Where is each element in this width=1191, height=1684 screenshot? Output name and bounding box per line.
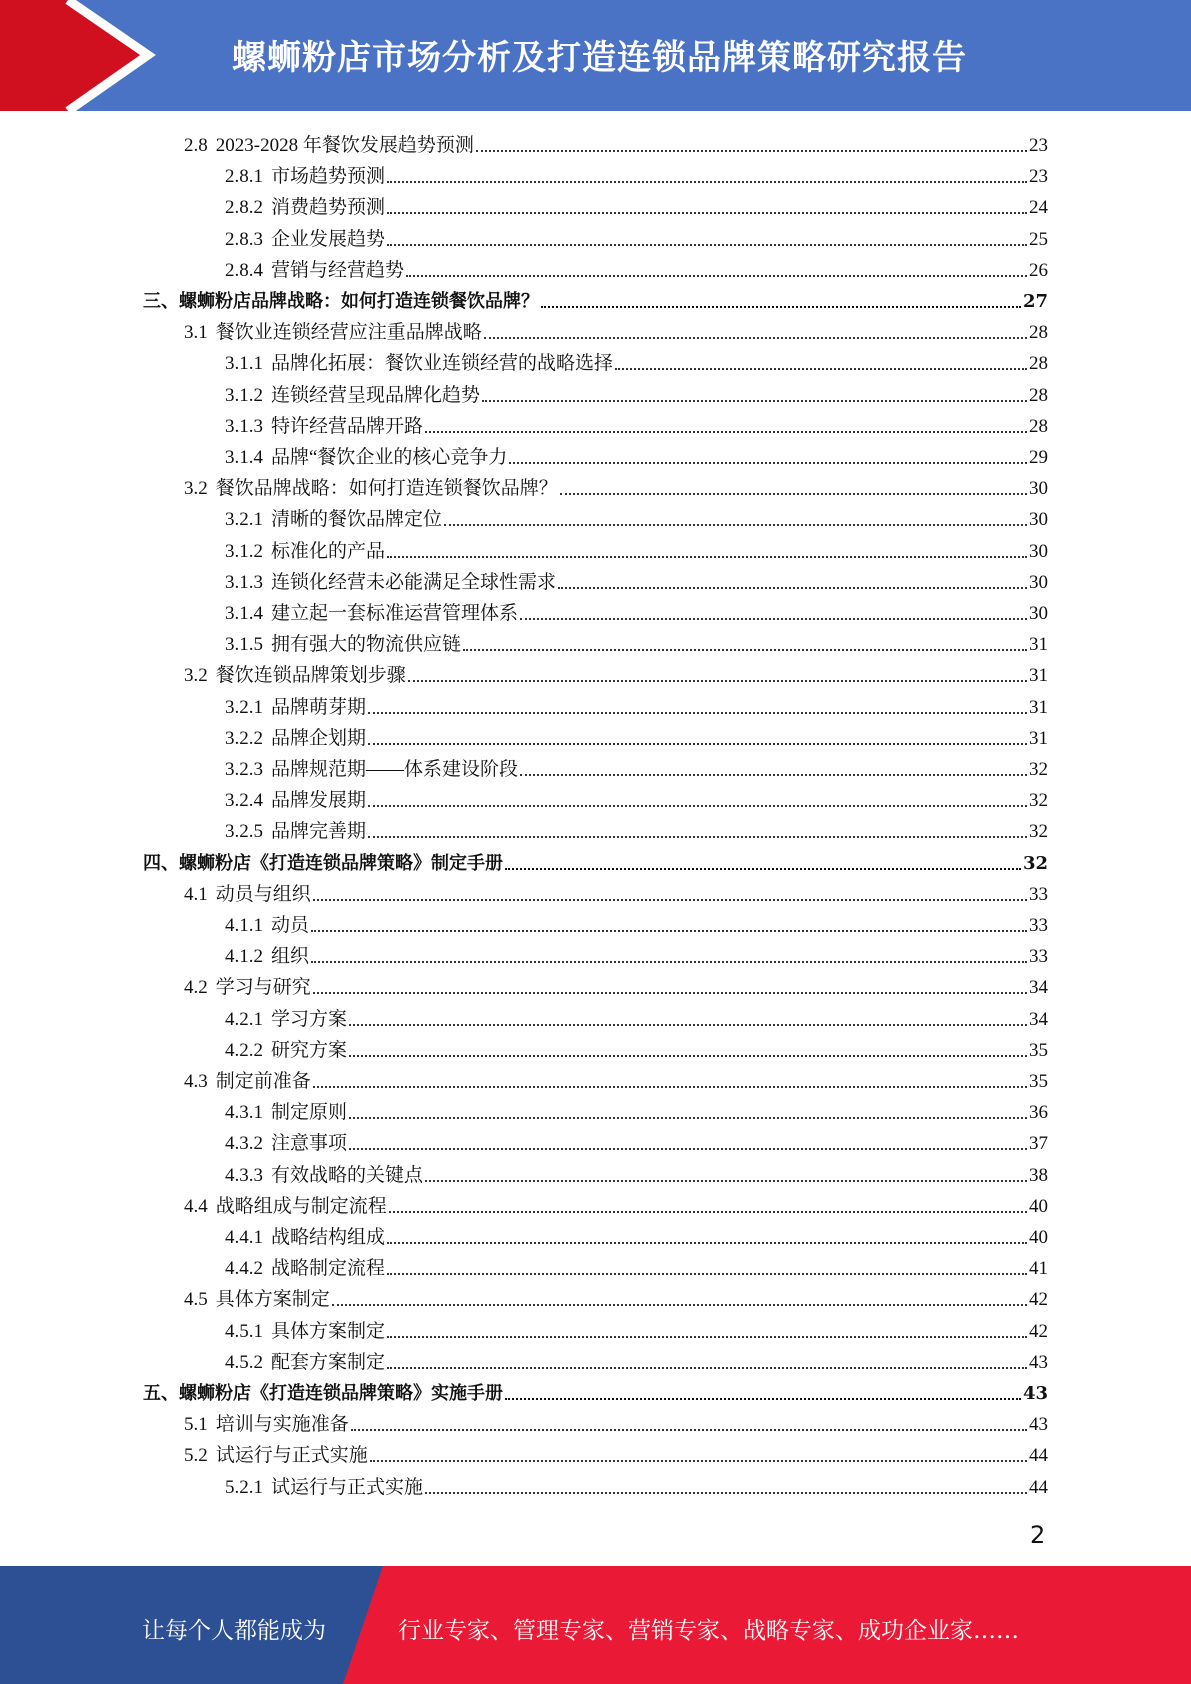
toc-entry-number: 4.5.2 xyxy=(225,1351,263,1373)
toc-entry[interactable] xyxy=(225,501,1048,532)
toc-entry[interactable] xyxy=(225,1032,1048,1063)
toc-entry-title: 具体方案制定 xyxy=(215,1289,330,1311)
toc-entry-title: 学习与研究 xyxy=(215,977,311,999)
toc-entry-title: 连锁化经营未必能满足全球性需求 xyxy=(271,571,557,593)
toc-entry-title: 制定前准备 xyxy=(215,1071,311,1092)
toc-dot-leader xyxy=(368,805,1027,807)
toc-entry-number: 4.3.3 xyxy=(225,1164,263,1186)
toc-entry[interactable] xyxy=(225,782,1048,813)
toc-entry-title: 试运行与正式实施 xyxy=(215,1445,368,1467)
toc-entry-page: 35 xyxy=(1029,1039,1048,1061)
toc-entry-page: 34 xyxy=(1029,1008,1048,1030)
toc-entry-title: 营销与经营趋势 xyxy=(271,259,405,281)
toc-entry-title: 拥有强大的物流供应链 xyxy=(271,634,462,656)
toc-entry-page: 43 xyxy=(1029,1351,1048,1373)
toc-entry-page: 28 xyxy=(1029,415,1048,437)
toc-entry-title: 消费趋势预测 xyxy=(271,197,386,219)
toc-entry-title: 学习方案 xyxy=(271,1008,348,1030)
toc-entry-number: 3.1.3 xyxy=(225,415,263,437)
toc-dot-leader xyxy=(463,649,1027,651)
toc-entry[interactable] xyxy=(225,1469,1048,1500)
toc-entry-number: 3.2 xyxy=(184,665,208,687)
toc-entry-page: 40 xyxy=(1029,1195,1048,1217)
toc-entry[interactable] xyxy=(225,1125,1048,1156)
toc-dot-leader xyxy=(560,493,1027,495)
toc-entry-page: 31 xyxy=(1029,696,1048,718)
toc-dot-leader xyxy=(389,1211,1027,1213)
toc-entry[interactable] xyxy=(225,689,1048,720)
page-number: 2 xyxy=(1030,1521,1046,1549)
toc-entry-title: 组织 xyxy=(271,946,310,968)
toc-dot-leader xyxy=(387,212,1027,214)
toc-dot-leader xyxy=(370,1460,1027,1462)
toc-dot-leader xyxy=(387,1273,1027,1275)
toc-entry-page: 43 xyxy=(1022,1383,1048,1404)
toc-entry-number: 3.2.4 xyxy=(225,790,263,812)
toc-entry-page: 27 xyxy=(1022,291,1048,312)
toc-entry[interactable] xyxy=(225,1250,1048,1281)
toc-entry-page: 30 xyxy=(1029,478,1048,500)
toc-dot-leader xyxy=(505,1398,1021,1400)
toc-entry-title: 动员与组织 xyxy=(215,883,311,905)
toc-entry[interactable] xyxy=(184,1063,1048,1094)
toc-entry[interactable] xyxy=(184,127,1048,158)
toc-dot-leader xyxy=(387,181,1027,183)
toc-entry[interactable] xyxy=(225,907,1048,938)
toc-dot-leader xyxy=(351,1429,1027,1431)
toc-entry-number: 3.1.4 xyxy=(225,603,263,624)
toc-dot-leader xyxy=(482,400,1027,402)
toc-entry-number: 4.2.1 xyxy=(225,1008,263,1030)
toc-dot-leader xyxy=(368,712,1027,714)
toc-entry[interactable] xyxy=(225,751,1048,782)
toc-entry-title: 特许经营品牌开路 xyxy=(271,415,424,437)
toc-entry[interactable] xyxy=(225,564,1048,595)
toc-entry-title: 培训与实施准备 xyxy=(215,1414,349,1436)
toc-dot-leader xyxy=(387,1242,1027,1244)
toc-entry-page: 33 xyxy=(1029,883,1048,905)
toc-entry[interactable] xyxy=(184,1406,1048,1437)
toc-dot-leader xyxy=(313,899,1027,901)
toc-entry-number: 3.1 xyxy=(184,322,208,344)
toc-entry-title: 三、螺蛳粉店品牌战略：如何打造连锁餐饮品牌？ xyxy=(143,291,539,312)
toc-entry-number: 3.1.5 xyxy=(225,634,263,656)
toc-entry-number: 3.2.1 xyxy=(225,509,263,531)
toc-dot-leader xyxy=(368,836,1027,838)
toc-entry-number: 4.5 xyxy=(184,1289,208,1311)
toc-entry[interactable] xyxy=(225,345,1048,376)
toc-entry-page: 28 xyxy=(1029,322,1048,344)
toc-entry[interactable] xyxy=(225,1219,1048,1250)
toc-entry-title: 餐饮品牌战略：如何打造连锁餐饮品牌？ xyxy=(215,478,558,500)
toc-entry-title: 战略结构组成 xyxy=(271,1227,386,1248)
toc-entry[interactable] xyxy=(184,1437,1048,1468)
toc-entry[interactable] xyxy=(225,439,1048,470)
toc-entry-title: 市场趋势预测 xyxy=(271,166,386,188)
toc-entry-title: 餐饮连锁品牌策划步骤 xyxy=(215,665,406,687)
toc-entry-title: 配套方案制定 xyxy=(271,1351,386,1373)
toc-dot-leader xyxy=(311,961,1027,963)
toc-entry-title: 品牌发展期 xyxy=(271,790,367,812)
toc-entry-page: 28 xyxy=(1029,353,1048,375)
toc-dot-leader xyxy=(444,524,1027,526)
toc-entry-page: 31 xyxy=(1029,665,1048,687)
toc-entry-number: 4.3.1 xyxy=(225,1102,263,1124)
toc-entry-page: 44 xyxy=(1029,1445,1048,1467)
toc-entry-page: 30 xyxy=(1029,571,1048,593)
toc-entry-page: 42 xyxy=(1029,1289,1048,1311)
toc-entry[interactable] xyxy=(225,1094,1048,1125)
toc-entry-title: 品牌企划期 xyxy=(271,727,367,749)
toc-entry[interactable] xyxy=(184,876,1048,907)
toc-entry-number: 3.2.5 xyxy=(225,821,263,843)
toc-entry[interactable] xyxy=(225,1344,1048,1375)
toc-entry-page: 36 xyxy=(1029,1102,1048,1124)
toc-entry-page: 26 xyxy=(1029,259,1048,281)
toc-entry-number: 3.1.2 xyxy=(225,384,263,406)
toc-dot-leader xyxy=(425,1180,1027,1182)
toc-entry-number: 4.3 xyxy=(184,1071,208,1092)
toc-entry[interactable] xyxy=(225,533,1048,564)
toc-entry-page: 37 xyxy=(1029,1133,1048,1155)
header-chevron-decoration xyxy=(0,0,200,111)
toc-entry[interactable] xyxy=(225,1157,1048,1188)
toc-entry-title: 品牌完善期 xyxy=(271,821,367,843)
header-banner xyxy=(0,0,1191,111)
toc-entry-title: 清晰的餐饮品牌定位 xyxy=(271,509,443,531)
toc-entry-page: 38 xyxy=(1029,1164,1048,1186)
toc-entry-page: 31 xyxy=(1029,727,1048,749)
toc-entry-title: 动员 xyxy=(271,915,310,936)
toc-entry-title: 建立起一套标准运营管理体系 xyxy=(271,603,519,624)
toc-entry[interactable] xyxy=(225,720,1048,751)
toc-dot-leader xyxy=(520,618,1027,620)
toc-entry-number: 4.4.2 xyxy=(225,1258,263,1280)
toc-entry[interactable] xyxy=(184,657,1048,688)
toc-entry-page: 25 xyxy=(1029,228,1048,250)
toc-dot-leader xyxy=(484,337,1027,339)
toc-dot-leader xyxy=(425,431,1027,433)
toc-entry-page: 42 xyxy=(1029,1320,1048,1342)
toc-entry[interactable] xyxy=(225,189,1048,220)
toc-entry-page: 29 xyxy=(1029,447,1048,468)
toc-entry[interactable] xyxy=(225,221,1048,252)
toc-entry-page: 32 xyxy=(1029,790,1048,812)
toc-entry-number: 2.8.3 xyxy=(225,228,263,250)
toc-entry-title: 品牌化拓展：餐饮业连锁经营的战略选择 xyxy=(271,353,614,375)
toc-entry-page: 34 xyxy=(1029,977,1048,999)
toc-dot-leader xyxy=(406,275,1027,277)
toc-entry-number: 3.2.3 xyxy=(225,759,263,780)
toc-entry-number: 4.4.1 xyxy=(225,1227,263,1248)
toc-entry-number: 3.1.1 xyxy=(225,353,263,375)
toc-entry-title: 标准化的产品 xyxy=(271,540,386,562)
toc-entry-number: 3.2 xyxy=(184,478,208,500)
toc-entry-title: 五、螺蛳粉店《打造连锁品牌策略》实施手册 xyxy=(143,1383,503,1404)
toc-entry-number: 2.8.1 xyxy=(225,166,263,188)
toc-entry[interactable] xyxy=(184,314,1048,345)
toc-entry[interactable] xyxy=(225,158,1048,189)
toc-entry-number: 3.1.2 xyxy=(225,540,263,562)
toc-entry[interactable] xyxy=(143,845,1048,876)
toc-dot-leader xyxy=(349,1148,1027,1150)
toc-entry-page: 30 xyxy=(1029,603,1048,624)
toc-entry-number: 3.2.2 xyxy=(225,727,263,749)
toc-dot-leader xyxy=(520,774,1027,776)
toc-entry[interactable] xyxy=(184,1188,1048,1219)
toc-entry-title: 有效战略的关键点 xyxy=(271,1164,424,1186)
toc-entry-page: 24 xyxy=(1029,197,1048,219)
toc-entry-title: 注意事项 xyxy=(271,1133,348,1155)
toc-entry-title: 四、螺蛳粉店《打造连锁品牌策略》制定手册 xyxy=(143,852,503,874)
toc-entry[interactable] xyxy=(225,938,1048,969)
toc-entry-title: 餐饮业连锁经营应注重品牌战略 xyxy=(215,322,482,344)
toc-entry-title: 试运行与正式实施 xyxy=(271,1476,424,1498)
toc-entry-number: 4.2.2 xyxy=(225,1039,263,1061)
toc-entry-page: 41 xyxy=(1029,1258,1048,1280)
toc-dot-leader xyxy=(509,462,1027,464)
toc-entry[interactable] xyxy=(225,408,1048,439)
toc-entry[interactable] xyxy=(143,1375,1048,1406)
toc-entry-page: 44 xyxy=(1029,1476,1048,1498)
toc-dot-leader xyxy=(615,368,1027,370)
toc-entry-page: 30 xyxy=(1029,509,1048,531)
toc-entry-number: 4.1.1 xyxy=(225,915,263,936)
toc-entry-page: 32 xyxy=(1022,852,1048,874)
footer-slogan: 让每个人都能成为 xyxy=(142,1618,326,1644)
toc-dot-leader xyxy=(332,1304,1027,1306)
toc-entry-title: 制定原则 xyxy=(271,1102,348,1124)
toc-dot-leader xyxy=(558,587,1027,589)
toc-dot-leader xyxy=(387,244,1027,246)
toc-entry-number: 3.1.4 xyxy=(225,447,263,468)
toc-entry-number: 4.2 xyxy=(184,977,208,999)
toc-entry-title: 具体方案制定 xyxy=(271,1320,386,1342)
toc-entry-page: 32 xyxy=(1029,759,1048,780)
toc-entry-title: 战略组成与制定流程 xyxy=(215,1195,387,1217)
toc-entry-page: 31 xyxy=(1029,634,1048,656)
toc-entry-title: 研究方案 xyxy=(271,1039,348,1061)
toc-entry-title: 品牌规范期——体系建设阶段 xyxy=(271,759,519,780)
toc-entry-number: 4.5.1 xyxy=(225,1320,263,1342)
toc-entry-number: 4.4 xyxy=(184,1195,208,1217)
toc-dot-leader xyxy=(368,743,1027,745)
toc-entry-number: 5.2 xyxy=(184,1445,208,1467)
toc-entry[interactable] xyxy=(225,626,1048,657)
toc-entry-page: 33 xyxy=(1029,915,1048,936)
toc-entry-number: 2.8.2 xyxy=(225,197,263,219)
report-title: 螺蛳粉店市场分析及打造连锁品牌策略研究报告 xyxy=(232,38,967,78)
toc-dot-leader xyxy=(408,680,1027,682)
toc-entry[interactable] xyxy=(225,595,1048,626)
toc-entry-title: 企业发展趋势 xyxy=(271,228,386,250)
toc-dot-leader xyxy=(313,1086,1027,1088)
toc-entry-number: 3.2.1 xyxy=(225,696,263,718)
toc-entry-title: 品牌萌芽期 xyxy=(271,696,367,718)
toc-entry-page: 28 xyxy=(1029,384,1048,406)
footer-banner xyxy=(0,1566,1191,1684)
toc-entry-page: 33 xyxy=(1029,946,1048,968)
toc-dot-leader xyxy=(387,1367,1027,1369)
toc-entry-title: 连锁经营呈现品牌化趋势 xyxy=(271,384,481,406)
toc-dot-leader xyxy=(425,1492,1027,1494)
toc-entry-title: 2023-2028 年餐饮发展趋势预测 xyxy=(215,135,474,156)
toc-entry-number: 2.8.4 xyxy=(225,259,263,281)
toc-entry-page: 35 xyxy=(1029,1071,1048,1092)
toc-entry[interactable] xyxy=(184,969,1048,1000)
toc-entry[interactable] xyxy=(225,1001,1048,1032)
toc-entry[interactable] xyxy=(143,283,1048,314)
toc-entry-number: 2.8 xyxy=(184,135,208,156)
toc-dot-leader xyxy=(387,1336,1027,1338)
toc-entry-page: 40 xyxy=(1029,1227,1048,1248)
toc-entry-page: 32 xyxy=(1029,821,1048,843)
footer-roles: 行业专家、管理专家、营销专家、战略专家、成功企业家…… xyxy=(398,1618,1019,1644)
toc-entry-number: 4.1.2 xyxy=(225,946,263,968)
toc-dot-leader xyxy=(476,150,1027,152)
toc-entry-page: 43 xyxy=(1029,1414,1048,1436)
toc-dot-leader xyxy=(541,306,1021,308)
toc-dot-leader xyxy=(311,930,1027,932)
toc-entry[interactable] xyxy=(225,813,1048,844)
toc-entry-number: 5.2.1 xyxy=(225,1476,263,1498)
toc-entry-number: 4.1 xyxy=(184,883,208,905)
toc-entry-number: 3.1.3 xyxy=(225,571,263,593)
toc-entry[interactable] xyxy=(184,470,1048,501)
toc-entry[interactable] xyxy=(184,1281,1048,1312)
toc-dot-leader xyxy=(349,1055,1027,1057)
toc-entry-number: 5.1 xyxy=(184,1414,208,1436)
toc-entry-page: 23 xyxy=(1029,166,1048,188)
toc-entry[interactable] xyxy=(225,377,1048,408)
toc-dot-leader xyxy=(387,556,1027,558)
toc-dot-leader xyxy=(505,868,1021,870)
toc-entry-page: 30 xyxy=(1029,540,1048,562)
toc-dot-leader xyxy=(349,1024,1027,1026)
toc-entry-number: 4.3.2 xyxy=(225,1133,263,1155)
toc-dot-leader xyxy=(313,992,1027,994)
toc-entry-title: 战略制定流程 xyxy=(271,1258,386,1280)
toc-entry[interactable] xyxy=(225,252,1048,283)
toc-entry[interactable] xyxy=(225,1313,1048,1344)
toc-dot-leader xyxy=(349,1117,1027,1119)
toc-entry-title: 品牌“餐饮企业的核心竞争力 xyxy=(271,447,508,468)
toc-entry-page: 23 xyxy=(1029,135,1048,156)
